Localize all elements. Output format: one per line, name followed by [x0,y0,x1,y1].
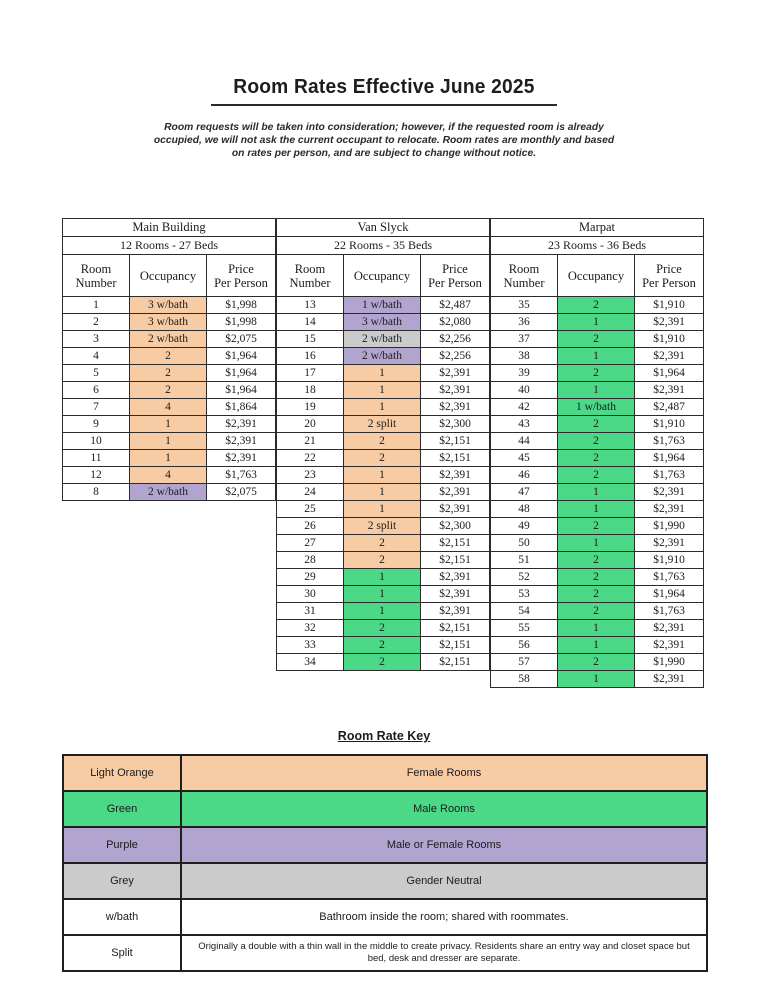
key-row [63,791,707,827]
building-table-body [277,219,490,671]
price-cell: $2,391 [635,620,704,637]
room-number-cell: 39 [491,365,558,382]
table-row [491,586,704,603]
price-cell: $2,151 [421,433,490,450]
room-number-cell: 24 [277,484,344,501]
room-number-cell: 26 [277,518,344,535]
occupancy-cell: 2 [558,416,635,433]
table-row [277,314,490,331]
room-number-cell: 14 [277,314,344,331]
room-number-cell: 19 [277,399,344,416]
price-cell: $2,391 [635,314,704,331]
price-cell: $2,151 [421,637,490,654]
key-description-cell: Gender Neutral [181,863,707,899]
price-cell: $2,391 [421,484,490,501]
room-number-cell: 1 [63,297,130,314]
room-number-cell: 32 [277,620,344,637]
price-cell: $2,075 [207,331,276,348]
occupancy-cell: 2 [130,382,207,399]
room-number-cell: 31 [277,603,344,620]
table-row [277,331,490,348]
occupancy-cell: 4 [130,399,207,416]
price-cell: $2,391 [421,569,490,586]
occupancy-cell: 2 w/bath [130,484,207,501]
table-row [277,382,490,399]
occupancy-cell: 2 [344,450,421,467]
key-description-cell: Originally a double with a thin wall in the middle to create privacy. Residents share an entry way and closet space but bed, desk and dresser are separate. [181,935,707,971]
occupancy-cell: 1 [558,620,635,637]
occupancy-cell: 2 [558,654,635,671]
intro-note-line-2: occupied, we will not ask the current occupant to relocate. Room rates are monthly and based [153,134,615,146]
price-cell: $1,964 [635,586,704,603]
table-row [277,552,490,569]
key-label-cell: Purple [63,827,181,863]
room-rate-key-table [62,754,708,972]
column-header-room: Room Number [277,255,344,297]
price-cell: $2,300 [421,416,490,433]
room-number-cell: 51 [491,552,558,569]
price-cell: $2,151 [421,654,490,671]
price-cell: $2,391 [635,671,704,688]
table-row [63,297,276,314]
building-beds-row [277,237,490,255]
table-row [491,552,704,569]
occupancy-cell: 2 [558,586,635,603]
price-cell: $1,910 [635,416,704,433]
table-row [63,331,276,348]
price-cell: $2,151 [421,552,490,569]
key-row [63,899,707,935]
room-number-cell: 48 [491,501,558,518]
price-cell: $2,391 [421,365,490,382]
table-row [63,484,276,501]
key-row [63,863,707,899]
key-label-cell: Green [63,791,181,827]
building-table-marpat [490,218,704,688]
price-cell: $2,151 [421,620,490,637]
table-row [491,467,704,484]
price-cell: $1,763 [635,433,704,450]
table-row [491,450,704,467]
building-name: Marpat [491,219,704,237]
occupancy-cell: 2 [130,348,207,365]
price-cell: $1,998 [207,297,276,314]
occupancy-cell: 1 [344,501,421,518]
room-number-cell: 27 [277,535,344,552]
room-number-cell: 49 [491,518,558,535]
price-cell: $2,080 [421,314,490,331]
occupancy-cell: 2 [558,603,635,620]
table-row [491,603,704,620]
occupancy-cell: 2 [558,518,635,535]
price-cell: $2,300 [421,518,490,535]
building-table-body [491,219,704,688]
table-row [491,348,704,365]
column-header-occupancy: Occupancy [344,255,421,297]
table-row [491,382,704,399]
occupancy-cell: 1 [344,467,421,484]
price-cell: $2,391 [421,382,490,399]
building-name: Main Building [63,219,276,237]
column-header-row [277,255,490,297]
occupancy-cell: 1 [344,382,421,399]
room-number-cell: 36 [491,314,558,331]
price-cell: $2,391 [207,433,276,450]
room-number-cell: 29 [277,569,344,586]
room-number-cell: 28 [277,552,344,569]
table-row [63,467,276,484]
occupancy-cell: 2 [344,654,421,671]
price-cell: $1,910 [635,331,704,348]
table-row [63,382,276,399]
room-number-cell: 7 [63,399,130,416]
room-number-cell: 5 [63,365,130,382]
column-header-price: Price Per Person [207,255,276,297]
table-row [491,637,704,654]
price-cell: $2,391 [421,399,490,416]
price-cell: $1,763 [207,467,276,484]
price-cell: $1,990 [635,654,704,671]
room-number-cell: 17 [277,365,344,382]
column-header-room: Room Number [63,255,130,297]
table-row [491,569,704,586]
building-beds-row [491,237,704,255]
table-row [491,654,704,671]
occupancy-cell: 1 [558,671,635,688]
price-cell: $2,487 [635,399,704,416]
occupancy-cell: 2 [558,552,635,569]
intro-note-line-3: on rates per person, and are subject to change without notice. [231,147,537,159]
price-cell: $1,964 [207,348,276,365]
building-table-van-slyck [276,218,490,671]
price-cell: $2,391 [635,535,704,552]
building-name-row [491,219,704,237]
building-beds-row [63,237,276,255]
occupancy-cell: 2 [558,450,635,467]
column-header-price: Price Per Person [421,255,490,297]
occupancy-cell: 3 w/bath [130,297,207,314]
room-number-cell: 3 [63,331,130,348]
building-name: Van Slyck [277,219,490,237]
key-heading: Room Rate Key [337,729,431,743]
building-name-row [63,219,276,237]
intro-note [139,121,629,160]
room-number-cell: 12 [63,467,130,484]
occupancy-cell: 2 [344,535,421,552]
room-number-cell: 50 [491,535,558,552]
price-cell: $2,391 [421,603,490,620]
key-description-cell: Male Rooms [181,791,707,827]
room-number-cell: 42 [491,399,558,416]
column-header-price: Price Per Person [635,255,704,297]
key-label-cell: Grey [63,863,181,899]
occupancy-cell: 1 [130,416,207,433]
table-row [491,620,704,637]
table-row [491,416,704,433]
room-number-cell: 57 [491,654,558,671]
room-number-cell: 35 [491,297,558,314]
table-row [491,297,704,314]
table-row [491,501,704,518]
price-cell: $1,910 [635,552,704,569]
price-cell: $1,763 [635,603,704,620]
occupancy-cell: 2 [344,637,421,654]
room-number-cell: 8 [63,484,130,501]
occupancy-cell: 1 [558,314,635,331]
key-row [63,827,707,863]
table-row [491,331,704,348]
key-label-cell: w/bath [63,899,181,935]
room-number-cell: 30 [277,586,344,603]
table-row [63,450,276,467]
occupancy-cell: 2 [344,620,421,637]
occupancy-cell: 2 w/bath [344,331,421,348]
table-row [491,365,704,382]
table-row [277,654,490,671]
occupancy-cell: 1 [344,603,421,620]
room-rate-key-body [63,755,707,971]
occupancy-cell: 1 [558,501,635,518]
room-number-cell: 4 [63,348,130,365]
room-number-cell: 47 [491,484,558,501]
table-row [277,348,490,365]
table-row [63,314,276,331]
column-header-row [63,255,276,297]
price-cell: $2,391 [421,586,490,603]
table-row [491,518,704,535]
key-row [63,755,707,791]
table-row [277,620,490,637]
column-header-occupancy: Occupancy [130,255,207,297]
room-number-cell: 52 [491,569,558,586]
occupancy-cell: 2 [130,365,207,382]
occupancy-cell: 2 [558,433,635,450]
price-cell: $1,998 [207,314,276,331]
price-cell: $1,864 [207,399,276,416]
price-cell: $2,256 [421,331,490,348]
room-number-cell: 2 [63,314,130,331]
table-row [63,433,276,450]
table-row [277,416,490,433]
price-cell: $1,964 [635,365,704,382]
occupancy-cell: 2 [558,297,635,314]
key-row [63,935,707,971]
room-number-cell: 45 [491,450,558,467]
table-row [277,586,490,603]
room-number-cell: 40 [491,382,558,399]
table-row [491,399,704,416]
room-number-cell: 44 [491,433,558,450]
room-number-cell: 9 [63,416,130,433]
occupancy-cell: 1 [130,433,207,450]
price-cell: $2,391 [635,348,704,365]
occupancy-cell: 2 split [344,518,421,535]
table-row [63,399,276,416]
room-number-cell: 33 [277,637,344,654]
room-number-cell: 58 [491,671,558,688]
occupancy-cell: 1 [344,365,421,382]
occupancy-cell: 1 [344,569,421,586]
price-cell: $2,391 [207,450,276,467]
room-number-cell: 55 [491,620,558,637]
page-title-wrap [0,76,768,99]
table-row [277,297,490,314]
price-cell: $2,075 [207,484,276,501]
occupancy-cell: 2 [558,331,635,348]
price-cell: $2,391 [421,501,490,518]
price-cell: $2,151 [421,450,490,467]
room-number-cell: 37 [491,331,558,348]
key-description-cell: Male or Female Rooms [181,827,707,863]
price-cell: $2,391 [635,382,704,399]
table-row [277,399,490,416]
table-row [491,535,704,552]
room-number-cell: 56 [491,637,558,654]
table-row [277,450,490,467]
table-row [277,603,490,620]
table-row [277,467,490,484]
key-description-cell: Bathroom inside the room; shared with roommates. [181,899,707,935]
column-header-row [491,255,704,297]
room-number-cell: 25 [277,501,344,518]
table-row [63,365,276,382]
table-row [277,501,490,518]
buildings-tables [62,218,704,688]
occupancy-cell: 2 split [344,416,421,433]
room-number-cell: 43 [491,416,558,433]
price-cell: $1,763 [635,467,704,484]
price-cell: $2,151 [421,535,490,552]
price-cell: $2,391 [635,637,704,654]
table-row [277,535,490,552]
page-title: Room Rates Effective June 2025 [233,76,535,98]
occupancy-cell: 3 w/bath [344,314,421,331]
occupancy-cell: 1 [558,637,635,654]
table-row [277,569,490,586]
room-number-cell: 20 [277,416,344,433]
price-cell: $1,990 [635,518,704,535]
room-number-cell: 21 [277,433,344,450]
key-description-cell: Female Rooms [181,755,707,791]
price-cell: $2,487 [421,297,490,314]
occupancy-cell: 2 [558,467,635,484]
table-row [277,433,490,450]
building-beds: 12 Rooms - 27 Beds [63,237,276,255]
column-header-occupancy: Occupancy [558,255,635,297]
occupancy-cell: 4 [130,467,207,484]
room-number-cell: 53 [491,586,558,603]
room-number-cell: 10 [63,433,130,450]
building-beds: 22 Rooms - 35 Beds [277,237,490,255]
price-cell: $2,256 [421,348,490,365]
occupancy-cell: 2 [558,365,635,382]
room-number-cell: 6 [63,382,130,399]
table-row [63,348,276,365]
table-row [491,671,704,688]
building-table-main-building [62,218,276,501]
table-row [277,484,490,501]
occupancy-cell: 2 w/bath [344,348,421,365]
table-row [63,416,276,433]
occupancy-cell: 1 [558,535,635,552]
occupancy-cell: 2 w/bath [130,331,207,348]
price-cell: $2,391 [635,501,704,518]
table-row [491,433,704,450]
occupancy-cell: 2 [344,552,421,569]
occupancy-cell: 2 [558,569,635,586]
occupancy-cell: 1 [558,382,635,399]
room-number-cell: 15 [277,331,344,348]
key-heading-wrap [0,727,768,745]
price-cell: $1,964 [207,365,276,382]
column-header-room: Room Number [491,255,558,297]
title-underline [211,104,557,106]
price-cell: $2,391 [207,416,276,433]
occupancy-cell: 3 w/bath [130,314,207,331]
price-cell: $2,391 [421,467,490,484]
table-row [277,518,490,535]
room-number-cell: 16 [277,348,344,365]
room-number-cell: 18 [277,382,344,399]
occupancy-cell: 1 [558,484,635,501]
occupancy-cell: 1 [344,399,421,416]
table-row [491,484,704,501]
occupancy-cell: 1 [344,484,421,501]
room-number-cell: 54 [491,603,558,620]
room-number-cell: 11 [63,450,130,467]
occupancy-cell: 1 w/bath [558,399,635,416]
key-label-cell: Light Orange [63,755,181,791]
table-row [491,314,704,331]
intro-note-line-1: Room requests will be taken into consideration; however, if the requested room is already [164,121,604,133]
building-name-row [277,219,490,237]
room-number-cell: 38 [491,348,558,365]
building-beds: 23 Rooms - 36 Beds [491,237,704,255]
table-row [277,365,490,382]
price-cell: $1,910 [635,297,704,314]
room-number-cell: 34 [277,654,344,671]
occupancy-cell: 1 [558,348,635,365]
price-cell: $1,964 [207,382,276,399]
occupancy-cell: 1 [130,450,207,467]
price-cell: $1,964 [635,450,704,467]
table-row [277,637,490,654]
price-cell: $2,391 [635,484,704,501]
room-number-cell: 46 [491,467,558,484]
key-label-cell: Split [63,935,181,971]
occupancy-cell: 1 [344,586,421,603]
building-table-body [63,219,276,501]
room-number-cell: 13 [277,297,344,314]
room-number-cell: 23 [277,467,344,484]
price-cell: $1,763 [635,569,704,586]
occupancy-cell: 1 w/bath [344,297,421,314]
room-number-cell: 22 [277,450,344,467]
occupancy-cell: 2 [344,433,421,450]
